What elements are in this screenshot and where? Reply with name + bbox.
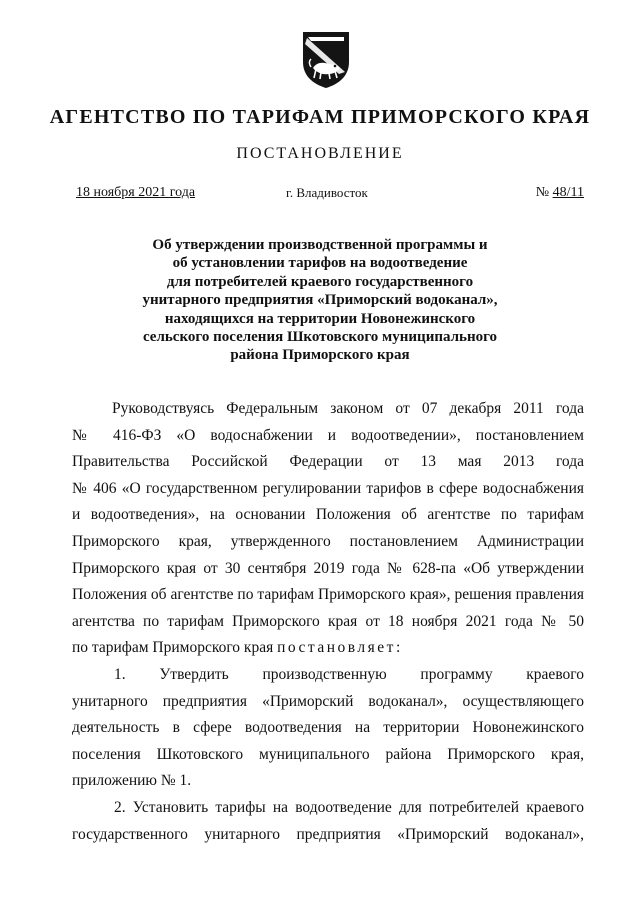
agency-title: АГЕНТСТВО ПО ТАРИФАМ ПРИМОРСКОГО КРАЯ (49, 106, 591, 128)
body-line: Положения об агентстве по тарифам Приморского края», решения правления (72, 586, 584, 604)
body-line: 2. Установить тарифы на водоотведение для потребителей краевого (114, 798, 584, 816)
document-type: ПОСТАНОВЛЕНИЕ (236, 145, 404, 162)
document-body (72, 396, 584, 848)
body-line (72, 635, 584, 662)
document-city: г. Владивосток (286, 185, 368, 200)
body-line: Приморского края, утвержденного постановлением Администрации (72, 532, 584, 550)
title-line: Об утверждении производственной программы и (152, 237, 488, 253)
title-line: находящихся на территории Новонежинского (164, 310, 476, 327)
title-line: сельского поселения Шкотовского муниципального (142, 329, 498, 346)
title-line: унитарного предприятия «Приморский водоканал», (142, 292, 498, 309)
resolution-title (80, 236, 560, 365)
number-prefix: № (535, 185, 553, 200)
body-line: государственного унитарного предприятия «Приморский водоканал», (72, 825, 584, 843)
body-line: Руководствуясь Федеральным законом от 07 декабря 2011 года (112, 400, 584, 417)
body-line: унитарного предприятия «Приморский водоканал», осуществляющего (72, 692, 584, 710)
decree-word: постановляет: (277, 639, 403, 657)
document-number (536, 185, 584, 201)
title-line: об установлении тарифов на водоотведение (172, 255, 468, 272)
body-line: Приморского края от 30 сентября 2019 года № 628-па «Об утверждении (72, 559, 584, 577)
number-value: 48/11 (552, 185, 584, 200)
body-line: № 416-ФЗ «О водоснабжении и водоотведении», постановлением (72, 426, 584, 444)
body-line: агентства по тарифам Приморского края от 18 ноября 2021 года № 50 (72, 612, 584, 630)
coat-of-arms-icon (299, 28, 353, 90)
title-line: района Приморского края (230, 347, 410, 364)
body-line: деятельность в сфере водоотведения на территории Новонежинского (72, 719, 584, 737)
body-line: поселения Шкотовского муниципального района Приморского края, (72, 745, 584, 763)
body-line: 1. Утвердить производственную программу краевого (114, 665, 584, 683)
title-line: для потребителей краевого государственного (166, 273, 474, 290)
body-text: по тарифам Приморского края (72, 639, 278, 657)
body-line: и водоотведения», на основании Положения об агентстве по тарифам (72, 506, 584, 524)
body-line: Правительства Российской Федерации от 13 мая 2013 года (72, 453, 584, 471)
body-line: приложению № 1. (72, 772, 192, 790)
document-date: 18 ноября 2021 года (76, 185, 196, 200)
body-line: № 406 «О государственном регулировании тарифов в сфере водоснабжения (72, 479, 584, 497)
